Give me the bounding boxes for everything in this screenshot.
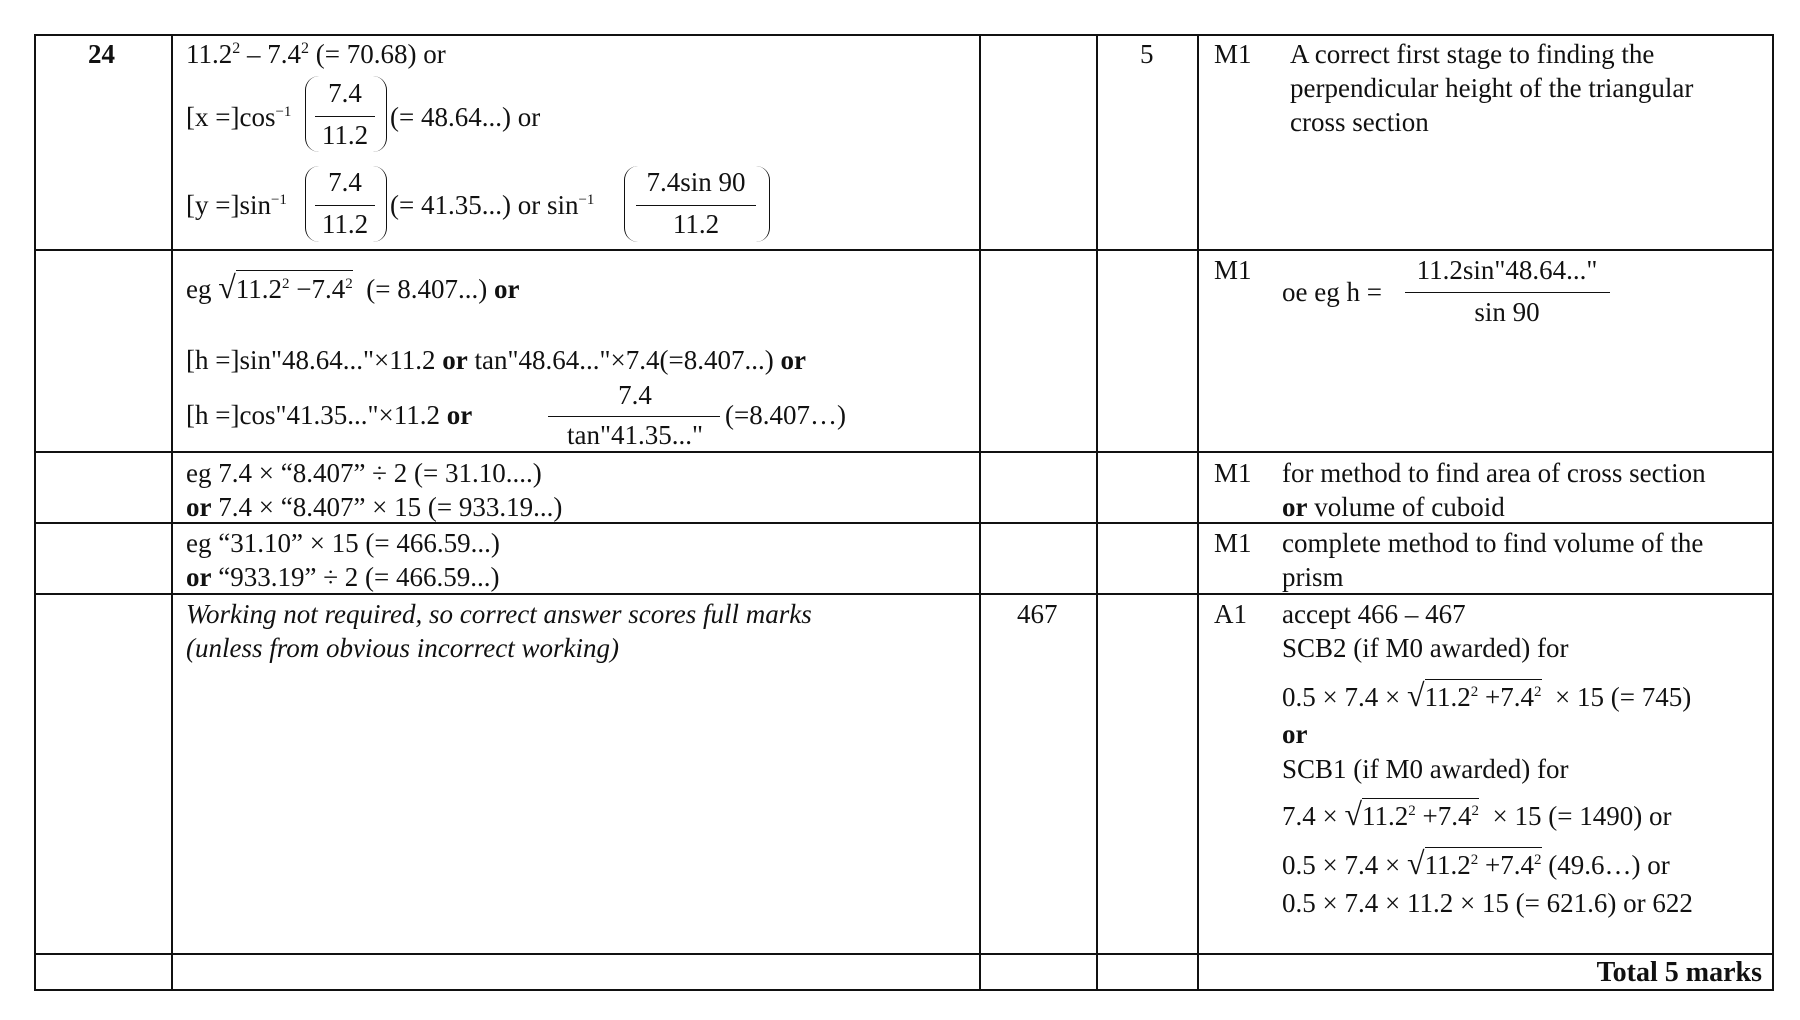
row5-working1: Working not required, so correct answer scores full marks <box>186 599 812 629</box>
fraction-line <box>315 205 375 206</box>
row5-note7: $0.5 \times 7.4 \times √11.2^2 +7.4^2$ (49.6…) or <box>1282 845 1670 881</box>
fraction-line <box>636 205 756 206</box>
row1-y-prefix: $[y =]\sin^{-1}$ <box>186 190 287 220</box>
row2-note-prefix: oe eg h = <box>1282 277 1382 307</box>
row3-note1: for method to find area of cross section <box>1282 458 1706 488</box>
fraction-line <box>315 116 375 117</box>
row3-code: M1 <box>1214 458 1252 488</box>
fraction-den: 11.2 <box>321 209 369 239</box>
row3-line1: eg 7.4 × “8.407” ÷ 2 (= 31.10....) <box>186 458 542 488</box>
row1-line1: $11.2^2 - 7.4^2$ (= 70.68) or <box>186 39 446 69</box>
row2-code: M1 <box>1214 255 1252 285</box>
fraction-den: 11.2 <box>321 120 369 150</box>
fraction-num: 7.4 <box>618 380 652 410</box>
fraction-num: 7.4 <box>328 167 362 197</box>
row1-code: M1 <box>1214 39 1252 69</box>
row5-code: A1 <box>1214 599 1247 629</box>
total-marks: Total 5 marks <box>1596 957 1762 988</box>
row2-line3: [h =]cos"41.35..."×11.2 or <box>186 400 473 430</box>
row5-note5: SCB1 (if M0 awarded) for <box>1282 754 1569 784</box>
row5-working2: (unless from obvious incorrect working) <box>186 633 619 663</box>
row5-note3: $0.5 \times 7.4 \times √11.2^2 +7.4^2 \times 15$ (= 745) <box>1282 677 1692 713</box>
row2-h2-result: (=8.407…) <box>725 400 846 430</box>
fraction-num: 11.2sin"48.64..." <box>1416 255 1598 285</box>
fraction-line <box>548 416 720 417</box>
row5-note6: $7.4 \times √11.2^2 +7.4^2 \times 15$ (= 1490) or <box>1282 796 1672 832</box>
row2-line1: eg $√11.2^2 -7.4^2$ (= 8.407...) or <box>186 269 520 305</box>
row5-note4: or <box>1282 719 1308 749</box>
row3-line2: or 7.4 × “8.407” × 15 (= 933.19...) <box>186 492 563 522</box>
row3-note2: or volume of cuboid <box>1282 492 1505 522</box>
row4-note1: complete method to find volume of the <box>1282 528 1704 558</box>
row5-note1: accept 466 – 467 <box>1282 599 1466 629</box>
fraction-num: 7.4sin 90 <box>646 167 746 197</box>
row5-note2: SCB2 (if M0 awarded) for <box>1282 633 1569 663</box>
fraction-den: sin 90 <box>1474 297 1540 327</box>
row4-line1: eg “31.10” × 15 (= 466.59...) <box>186 528 500 558</box>
final-answer: 467 <box>1017 599 1058 629</box>
row4-line2: or “933.19” ÷ 2 (= 466.59...) <box>186 562 500 592</box>
row4-code: M1 <box>1214 528 1252 558</box>
question-number: 24 <box>88 39 115 69</box>
row1-y-result: (= 41.35...) or $\sin^{-1}$ <box>390 190 595 220</box>
row1-marks: 5 <box>1140 39 1154 69</box>
row2-line2: [h =]sin"48.64..."×11.2 or tan"48.64..."×7.4(=8.407...) or <box>186 345 806 375</box>
fraction-den: 11.2 <box>672 209 720 239</box>
row1-note: A correct first stage to finding the perpendicular height of the triangular cross section <box>1290 39 1694 137</box>
row1-x-prefix: $[x =]\cos^{-1}$ <box>186 102 292 132</box>
row1-x-result: (= 48.64...) or <box>390 102 541 132</box>
fraction-line <box>1405 292 1610 293</box>
fraction-num: 7.4 <box>328 78 362 108</box>
row5-note8: 0.5 × 7.4 × 11.2 × 15 (= 621.6) or 622 <box>1282 888 1693 918</box>
fraction-den: tan"41.35..." <box>566 420 704 450</box>
row4-note2: prism <box>1282 562 1344 592</box>
